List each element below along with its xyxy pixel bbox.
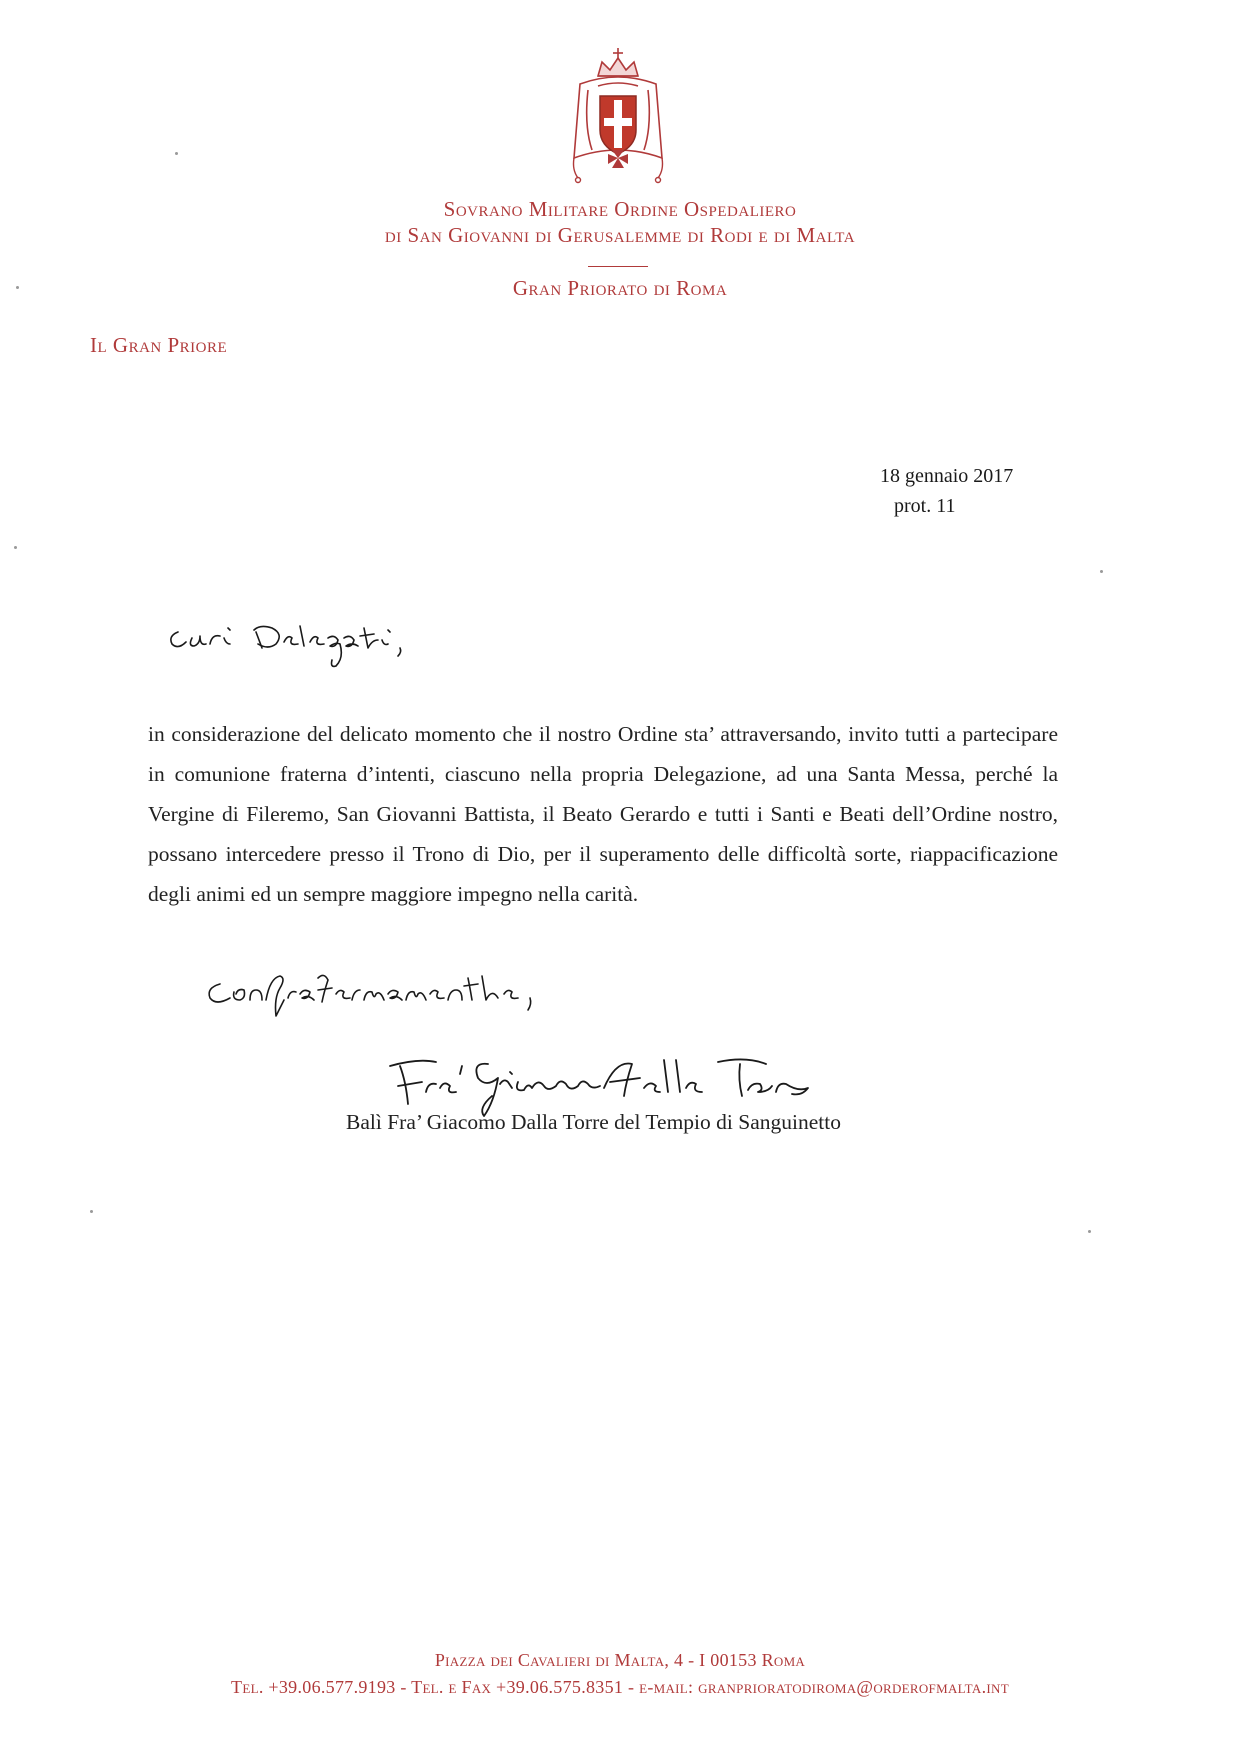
paper-speck: [16, 286, 19, 289]
order-name-line-1: Sovrano Militare Ordine Ospedaliero: [443, 197, 797, 221]
paper-speck: [90, 1210, 93, 1213]
signer-name: Balì Fra’ Giacomo Dalla Torre del Tempio di Sanguinetto: [346, 1110, 841, 1134]
paper-speck: [14, 546, 17, 549]
order-name: [320, 196, 920, 248]
paper-speck: [175, 152, 178, 155]
date-block: [880, 461, 1013, 521]
priorato-name: Gran Priorato di Roma: [512, 276, 728, 300]
letter-body: in considerazione del delicato momento che il nostro Ordine sta’ attraversando, invito tutti a partecipare in comunione fraterna d’intenti, ciascuno nella propria Delegazione, ad una Santa Messa, perché la Vergine di Fileremo, San Giovanni Battista, il Beato Gerardo e tutti i Santi e Beati dell’Ordine nostro, possano intercedere presso il Trono di Dio, per il superamento delle difficoltà sorte, riappacificazione degli animi ed un sempre maggiore impegno nella carità.: [148, 722, 1058, 906]
protocol-number: prot. 11: [894, 495, 956, 517]
footer-contacts: Tel. +39.06.577.9193 - Tel. e Fax +39.06.575.8351 - e-mail: granprioratodiroma@orderofmalta.int: [231, 1677, 1009, 1697]
order-name-line-2: di San Giovanni di Gerusalemme di Rodi e di Malta: [384, 223, 856, 247]
handwritten-salutation: [160, 610, 480, 680]
paper-speck: [1088, 1230, 1091, 1233]
handwritten-closing: [200, 958, 590, 1028]
footer-address: Piazza dei Cavalieri di Malta, 4 - I 00153 Roma: [434, 1650, 806, 1670]
letter-date: 18 gennaio 2017: [880, 465, 1014, 487]
header-divider: [588, 266, 648, 267]
office-title: Il Gran Priore: [90, 333, 228, 357]
order-of-malta-crest-icon: [558, 46, 678, 186]
paper-speck: [1100, 570, 1103, 573]
